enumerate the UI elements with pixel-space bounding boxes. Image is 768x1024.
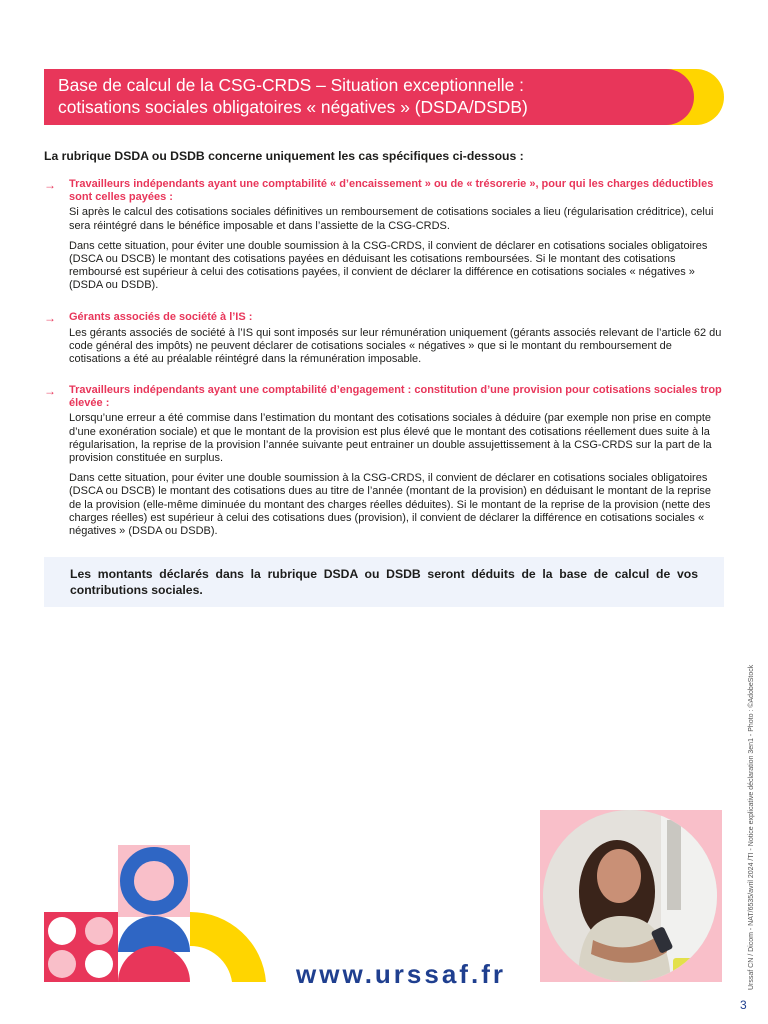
case-paragraph: Si après le calcul des cotisations sociales définitives un remboursement de cotisations sociales a lieu (régularisation créditrice), celui sera réintégré dans le bénéfice imposable et dans l’assiette de la CSG-CRDS. xyxy=(69,206,714,232)
case-section xyxy=(44,384,724,538)
case-heading: Travailleurs indépendants ayant une comptabilité d’engagement : constitution d’une provision pour cotisations sociales trop élevée : xyxy=(69,384,722,410)
case-paragraph: Dans cette situation, pour éviter une double soumission à la CSG-CRDS, il convient de déclarer en cotisations sociales obligatoires (DSCA ou DSCB) le montant des cotisations dues au titre de l’année (montant de la provision) en déduisant le montant de la reprise de la provision (elle-même diminuée du montant des charges réelles déduites). Si le montant de la reprise de la provision (nette des charges réelles) est supérieur à celui des cotisations dues (provision), il convient de déclarer la différence en cotisations sociales « négatives » (DSDA ou DSDB). xyxy=(69,472,712,538)
case-paragraph: Lorsqu’une erreur a été commise dans l’estimation du montant des cotisations sociales à déduire (par exemple non prise en compte d’une exonération sociale) et que le montant de la provision est plus élevé que le montant des cotisations réellement dues suite à la régularisation, la reprise de la provision l’année suivante peut entrainer un double assujettissement à la CSG-CRDS sur la part de la provision constituée en surplus. xyxy=(69,412,712,465)
section-banner xyxy=(44,69,724,125)
case-section xyxy=(44,311,724,367)
decorative-shapes xyxy=(44,845,266,982)
arrow-right-icon: → xyxy=(44,311,56,325)
section-title-line-1: Base de calcul de la CSG-CRDS – Situation exceptionnelle : xyxy=(58,75,524,95)
case-heading: Gérants associés de société à l’IS : xyxy=(69,311,253,323)
case-section xyxy=(44,178,724,293)
arrow-right-icon: → xyxy=(44,178,56,192)
case-paragraph: Les gérants associés de société à l’IS qui sont imposés sur leur rémunération uniquement (gérants associés relevant de l’article 62 du code général des impôts) ne peuvent déclarer de cotisations sociales « négatives » que si le montant du remboursement de cotisations a été au préalable réintégré dans la rémunération imposable. xyxy=(69,327,722,366)
page-number: 3 xyxy=(740,998,747,1012)
section-title-line-2: cotisations sociales obligatoires « négatives » (DSDA/DSDB) xyxy=(58,97,528,117)
section-title xyxy=(44,69,694,125)
photo-frame xyxy=(540,810,722,982)
notice-box: Les montants déclarés dans la rubrique DSDA ou DSDB seront déduits de la base de calcul de vos contributions sociales. xyxy=(44,557,724,607)
case-paragraph: Dans cette situation, pour éviter une double soumission à la CSG-CRDS, il convient de déclarer en cotisations sociales obligatoires (DSCA ou DSCB) le montant des cotisations payées en déduisant les cotisations remboursées. Si le montant des cotisations remboursé est supérieur à celui des cotisations payées, il convient de déclarer la différence en cotisations sociales « négatives » (DSDA ou DSDB). xyxy=(69,239,708,292)
website-link[interactable]: www.urssaf.fr xyxy=(296,959,506,989)
intro-text: La rubrique DSDA ou DSDB concerne uniquement les cas spécifiques ci-dessous : xyxy=(44,149,524,163)
case-heading: Travailleurs indépendants ayant une comptabilité « d’encaissement » ou de « trésorerie », pour qui les charges déductibles sont celles payées : xyxy=(69,178,714,204)
credit-text: Urssaf CN / Dicom - NAT/6535/avril 2024 /TI - Notice explicative déclaration 3en1 - Photo : ©AdobeStock xyxy=(748,664,755,990)
arrow-right-icon: → xyxy=(44,384,56,398)
woman-with-phone-photo xyxy=(543,810,717,982)
